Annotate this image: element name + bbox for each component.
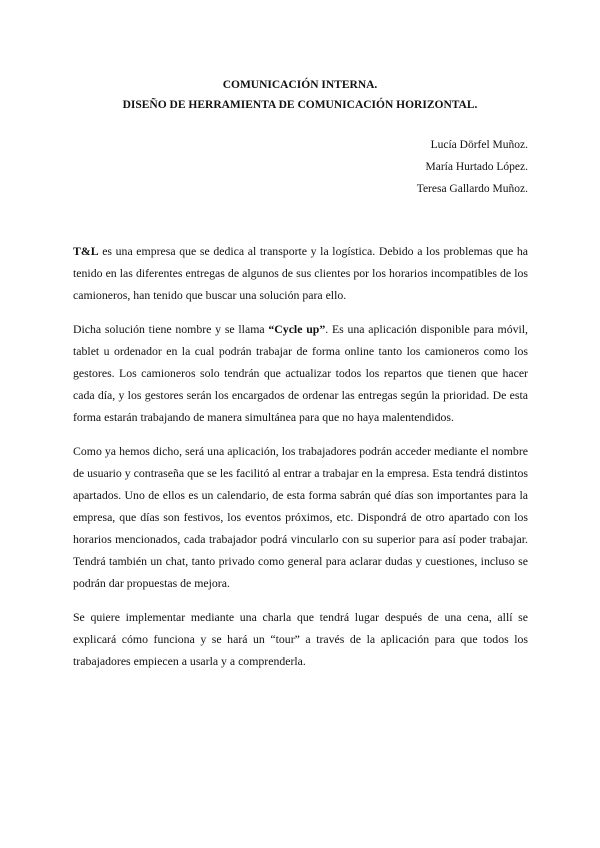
author-list <box>417 134 528 200</box>
company-name: T&L <box>73 244 99 258</box>
paragraph-text: . Es una aplicación disponible para móvil, tablet u ordenador en la cual podrán trabajar de forma online tanto los camioneros como los gestores. Los camioneros solo tendrán que actualizar todos los repartos que tienen que hacer cada día, y los gestores serán los encargados de ordenar las entregas según la prioridad. De esta forma estarán trabajando de manera simultánea para que no haya malentendidos. <box>73 322 528 424</box>
paragraph <box>73 318 528 428</box>
author-name: María Hurtado López. <box>425 161 528 173</box>
paragraph: Como ya hemos dicho, será una aplicación, los trabajadores podrán acceder mediante el nombre de usuario y contraseña que se les facilitó al entrar a trabajar en la empresa. Esta tendrá distintos apartados. Uno de ellos es un calendario, de esta forma sabrán qué días son importantes para la empresa, que días son festivos, los eventos próximos, etc. Dispondrá de otro apartado con los horarios mencionados, cada trabajador podrá vincularlo con su superior para así poder trabajar. Tendrá también un chat, tanto privado como general para aclarar dudas y cuestiones, incluso se podrán dar propuestas de mejora. <box>73 444 528 590</box>
paragraph <box>73 240 528 306</box>
document-body <box>73 240 528 684</box>
title-line-2: DISEÑO DE HERRAMIENTA DE COMUNICACIÓN HORIZONTAL. <box>122 99 478 111</box>
app-name: “Cycle up” <box>268 322 326 336</box>
paragraph-text: es una empresa que se dedica al transporte y la logística. Debido a los problemas que ha tenido en las diferentes entregas de algunos de sus clientes por los horarios incompatibles de los camioneros, han tenido que buscar una solución para ello. <box>73 244 528 302</box>
paragraph-text: Dicha solución tiene nombre y se llama <box>73 322 269 336</box>
title-line-1: COMUNICACIÓN INTERNA. <box>222 79 378 91</box>
author-name: Teresa Gallardo Muñoz. <box>416 183 528 195</box>
document-title <box>0 75 600 115</box>
paragraph: Se quiere implementar mediante una charla que tendrá lugar después de una cena, allí se explicará cómo funciona y se hará un “tour” a través de la aplicación para que todos los trabajadores empiecen a usarla y a comprenderla. <box>73 610 528 668</box>
author-name: Lucía Dörfel Muñoz. <box>430 139 528 151</box>
